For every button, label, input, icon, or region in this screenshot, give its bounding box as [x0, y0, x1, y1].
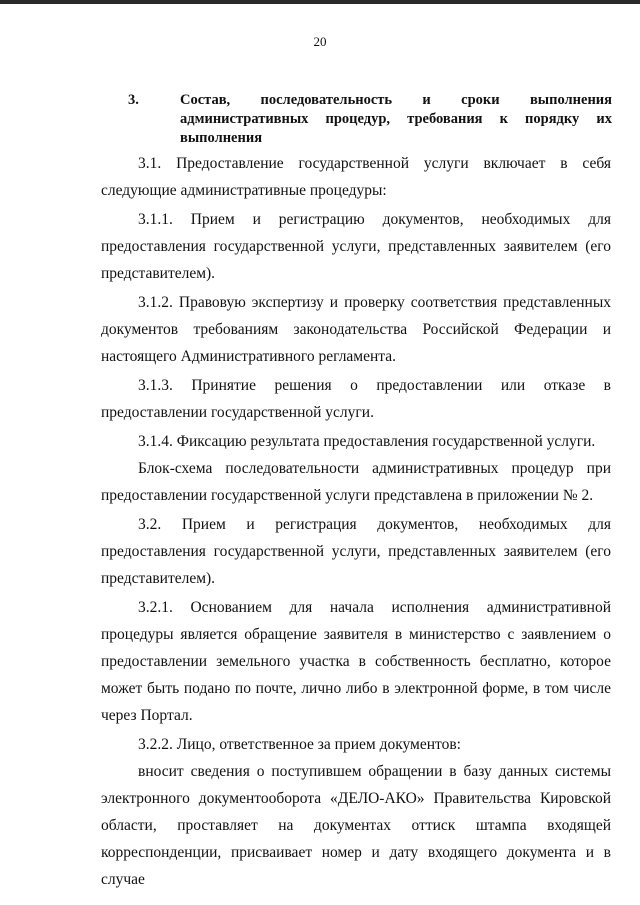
section-heading — [128, 91, 612, 148]
section-title: Состав, последовательность и сроки выполнения административных процедур, требования к порядку их выполнения — [180, 92, 612, 146]
paragraph-3-2-2: 3.2.2. Лицо, ответственное за прием документов: — [138, 736, 461, 753]
paragraph-3-1-1: 3.1.1. Прием и регистрацию документов, необходимых для предоставления государственной услуги, представленных заявителем (его представителем). — [101, 211, 611, 282]
paragraph-3-2: 3.2. Прием и регистрация документов, необходимых для предоставления государственной услуги, представленных заявителем (его представителем). — [101, 516, 611, 587]
paragraph-3-1-3: 3.1.3. Принятие решения о предоставлении или отказе в предоставлении государственной услуги. — [101, 377, 611, 421]
page-number: 20 — [313, 34, 327, 49]
paragraph-3-1-4: 3.1.4. Фиксацию результата предоставления государственной услуги. — [138, 433, 596, 450]
top-border-line — [0, 0, 640, 4]
paragraph-flowchart-note: Блок-схема последовательности административных процедур при предоставлении государственной услуги представлена в приложении № 2. — [101, 460, 611, 504]
paragraph-registration-actions: вносит сведения о поступившем обращении в базу данных системы электронного документооборота «ДЕЛО-АКО» Правительства Кировской области, проставляет на документах оттиск штампа входящей корреспонденции, присваивает номер и дату входящего документа и в случае — [101, 763, 611, 888]
section-number: 3. — [128, 92, 139, 108]
paragraph-3-2-1: 3.2.1. Основанием для начала исполнения административной процедуры является обращение заявителя в министерство с заявлением о предоставлении земельного участка в собственность бесплатно, которое может быть подано по почте, лично либо в электронной форме, в том числе через Портал. — [101, 599, 611, 724]
paragraph-3-1-2: 3.1.2. Правовую экспертизу и проверку соответствия представленных документов требованиям законодательства Российской Федерации и настоящего Административного регламента. — [101, 294, 611, 365]
document-body — [101, 150, 611, 895]
paragraph-3-1: 3.1. Предоставление государственной услуги включает в себя следующие административные процедуры: — [101, 155, 611, 199]
